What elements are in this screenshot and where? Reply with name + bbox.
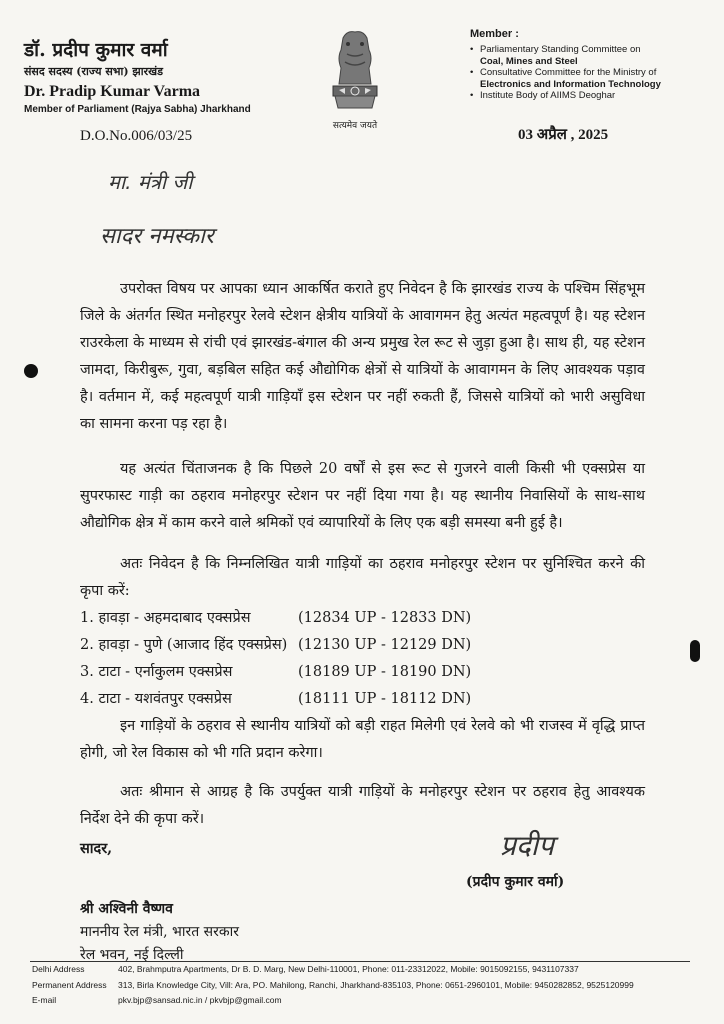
recipient-name: श्री अश्विनी वैष्णव xyxy=(80,901,173,917)
membership-item: • Consultative Committee for the Ministry of Electronics and Information Technology xyxy=(470,67,710,90)
letterhead-left xyxy=(24,36,274,115)
membership-item: • Parliamentary Standing Committee on Coal, Mines and Steel xyxy=(470,44,710,67)
emblem-motto: सत्यमेव जयते xyxy=(332,121,378,131)
paragraph-1: उपरोक्त विषय पर आपका ध्यान आकर्षित कराते हुए निवेदन है कि झारखंड राज्य के पश्चिम सिंहभूम जिले के अंतर्गत स्थित मनोहरपुर रेलवे स्टेशन क्षेत्रीय यात्रियों के आवागमन हेतु अत्यंत महत्वपूर्ण है। यह स्टेशन राउरकेला के माध्यम से रांची एवं झारखंड-बंगाल की अन्य प्रमुख रेल रूट से जुड़ा हुआ है। साथ ही, यह स्टेशन जामदा, किरीबुरू, गुवा, बड़बिल सहित कई औद्योगिक क्षेत्रों से यात्रियों के आवागमन के लिए आवश्यक पड़ाव है। वर्तमान में, कई महत्वपूर्ण यात्री गाड़ियाँ इस स्टेशन पर नहीं रुकती हैं, जिससे यात्रियों को भारी असुविधा का सामना करना पड़ रहा है। xyxy=(80,281,645,432)
punch-hole xyxy=(24,364,38,378)
reference-number: D.O.No.006/03/25 xyxy=(80,128,193,144)
paragraph-2: यह अत्यंत चिंताजनक है कि पिछले 20 वर्षों से इस रूट से गुजरने वाली किसी भी एक्सप्रेस या सुपरफास्ट गाड़ी का ठहराव मनोहरपुर स्टेशन पर नहीं दिया गया है। यह स्थानीय निवासियों के साथ-साथ औद्योगिक क्षेत्र में काम करने वाले श्रमिकों एवं व्यापारियों के लिए एक बड़ी समस्या बनी हुई है। xyxy=(80,461,645,531)
signer-name: (प्रदीप कुमार वर्मा) xyxy=(466,874,565,890)
handwritten-greeting: सादर नमस्कार xyxy=(100,224,214,249)
sender-name-hindi: डॉ. प्रदीप कुमार वर्मा xyxy=(24,39,168,61)
sender-title-english: Member of Parliament (Rajya Sabha) Jharkhand xyxy=(24,104,251,115)
train-list xyxy=(80,605,645,713)
signature: प्रदीप xyxy=(500,829,554,862)
letter-date: 03 अप्रैल , 2025 xyxy=(518,127,609,143)
punch-hole xyxy=(690,640,700,662)
train-item: 3. टाटा - एर्नाकुलम एक्सप्रेस (18189 UP - 18190 DN) xyxy=(80,664,472,680)
recipient-address: रेल भवन, नई दिल्ली xyxy=(80,947,184,963)
paragraph-5: अतः श्रीमान से आग्रह है कि उपर्युक्त यात्री गाड़ियों के मनोहरपुर स्टेशन पर ठहराव हेतु आवश्यक निर्देश देने की कृपा करें। xyxy=(80,784,645,827)
train-item: 4. टाटा - यशवंतपुर एक्सप्रेस (18111 UP - 18112 DN) xyxy=(80,691,472,707)
sender-name-english: Dr. Pradip Kumar Varma xyxy=(24,83,201,100)
footer-row: E-mail pkv.bjp@sansad.nic.in / pkvbjp@gmail.com xyxy=(32,995,282,1005)
member-heading: Member : xyxy=(470,28,519,40)
sender-title-hindi: संसद सदस्य (राज्य सभा) झारखंड xyxy=(24,65,163,78)
closing: सादर, xyxy=(80,840,113,857)
paragraph-4: इन गाड़ियों के ठहराव से स्थानीय यात्रियों को बड़ी राहत मिलेगी एवं रेलवे को भी राजस्व में वृद्धि प्राप्त होगी, जो रेल विकास को भी गति प्रदान करेगा। xyxy=(80,718,645,761)
letter-body xyxy=(80,276,645,833)
recipient-block xyxy=(80,898,239,967)
national-emblem xyxy=(322,28,388,138)
footer-row: Permanent Address 313, Birla Knowledge City, Vill: Ara, PO. Mahilong, Ranchi, Jharkhand-835103, Phone: 0651-2960101, Mobile: 9450282852, 9525120999 xyxy=(32,979,634,990)
membership-list xyxy=(470,44,710,102)
membership-block xyxy=(470,28,710,102)
train-item: 2. हावड़ा - पुणे (आजाद हिंद एक्सप्रेस) (12130 UP - 12129 DN) xyxy=(80,637,472,653)
footer xyxy=(32,962,712,1009)
membership-item: • Institute Body of AIIMS Deoghar xyxy=(470,90,710,102)
train-item: 1. हावड़ा - अहमदाबाद एक्सप्रेस (12834 UP - 12833 DN) xyxy=(80,610,472,626)
footer-row: Delhi Address 402, Brahmputra Apartments, Dr B. D. Marg, New Delhi-110001, Phone: 011-23312022, Mobile: 9015092155, 9431107337 xyxy=(32,964,579,974)
recipient-post: माननीय रेल मंत्री, भारत सरकार xyxy=(80,924,239,940)
ashoka-emblem-icon xyxy=(325,28,385,116)
paragraph-3: अतः निवेदन है कि निम्नलिखित यात्री गाड़ियों का ठहराव मनोहरपुर स्टेशन पर सुनिश्चित करने की कृपा करें: xyxy=(80,556,645,599)
handwritten-salutation: मा. मंत्री जी xyxy=(108,170,193,194)
